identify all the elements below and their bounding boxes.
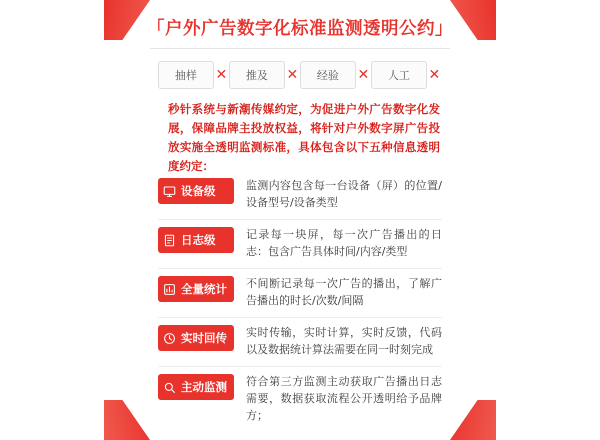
badge-device-level: [158, 178, 234, 204]
badge-label: 设备级: [181, 184, 216, 198]
cross-icon-2: ✕: [357, 67, 370, 83]
badge-active-monitoring: [158, 374, 234, 400]
badge-label: 实时回传: [181, 331, 227, 345]
item-description: 不间断记录每一次广告的播出，了解广告播出的时长/次数/间隔: [246, 277, 442, 308]
tag-label: 推及: [245, 69, 268, 82]
list-item: [158, 368, 442, 423]
badge-label: 日志级: [181, 233, 216, 247]
badge-full-statistics: [158, 276, 234, 302]
log-icon: [158, 227, 180, 253]
commitment-list: [158, 172, 442, 424]
item-description: 实时传输，实时计算，实时反馈，代码以及数据统计算法需要在同一时刻完成: [246, 326, 442, 357]
tag-chip-3: [371, 61, 427, 89]
monitor-icon: [158, 374, 180, 400]
tag-row: [158, 58, 442, 92]
row-divider: [158, 366, 442, 367]
list-item: [158, 270, 442, 318]
poster-title-wrapper: [120, 10, 480, 44]
badge-log-level: [158, 227, 234, 253]
list-item: [158, 319, 442, 367]
corner-decoration-bottom-right: [450, 400, 496, 440]
tag-chip-1: [229, 61, 285, 89]
left-margin: [0, 0, 104, 440]
badge-label: 主动监测: [181, 380, 227, 394]
row-divider: [158, 317, 442, 318]
tag-label: 经验: [316, 69, 339, 82]
tag-label: 人工: [387, 69, 410, 82]
cross-icon-0: ✕: [215, 67, 228, 83]
right-margin: [496, 0, 600, 440]
list-item: [158, 221, 442, 269]
title-divider: [150, 48, 450, 49]
row-divider: [158, 219, 442, 220]
cross-icon-1: ✕: [286, 67, 299, 83]
screen-icon: [158, 178, 180, 204]
intro-paragraph: 秒针系统与新潮传媒约定，为促进户外广告数字化发展，保障品牌主投放权益，将针对户外数字屏广告投放实施全透明监测标准，具体包含以下五种信息透明度约定：: [168, 102, 440, 173]
tag-chip-2: [300, 61, 356, 89]
tag-label: 抽样: [174, 69, 197, 82]
badge-label: 全量统计: [181, 282, 227, 296]
item-description: 记录每一块屏，每一次广告播出的日志：包含广告具体时间/内容/类型: [246, 228, 442, 259]
stats-icon: [158, 276, 180, 302]
realtime-icon: [158, 325, 180, 351]
tag-chip-0: [158, 61, 214, 89]
poster-title: 「户外广告数字化标准监测透明公约」: [147, 18, 453, 39]
item-description: 监测内容包含每一台设备（屏）的位置/设备型号/设备类型: [246, 179, 442, 210]
badge-realtime-return: [158, 325, 234, 351]
cross-icon-3: ✕: [428, 67, 441, 83]
row-divider: [158, 268, 442, 269]
list-item: [158, 172, 442, 220]
corner-decoration-bottom-left: [104, 400, 150, 440]
item-description: 符合第三方监测主动获取广告播出日志需要，数据获取流程公开透明给予品牌方；: [246, 375, 442, 423]
